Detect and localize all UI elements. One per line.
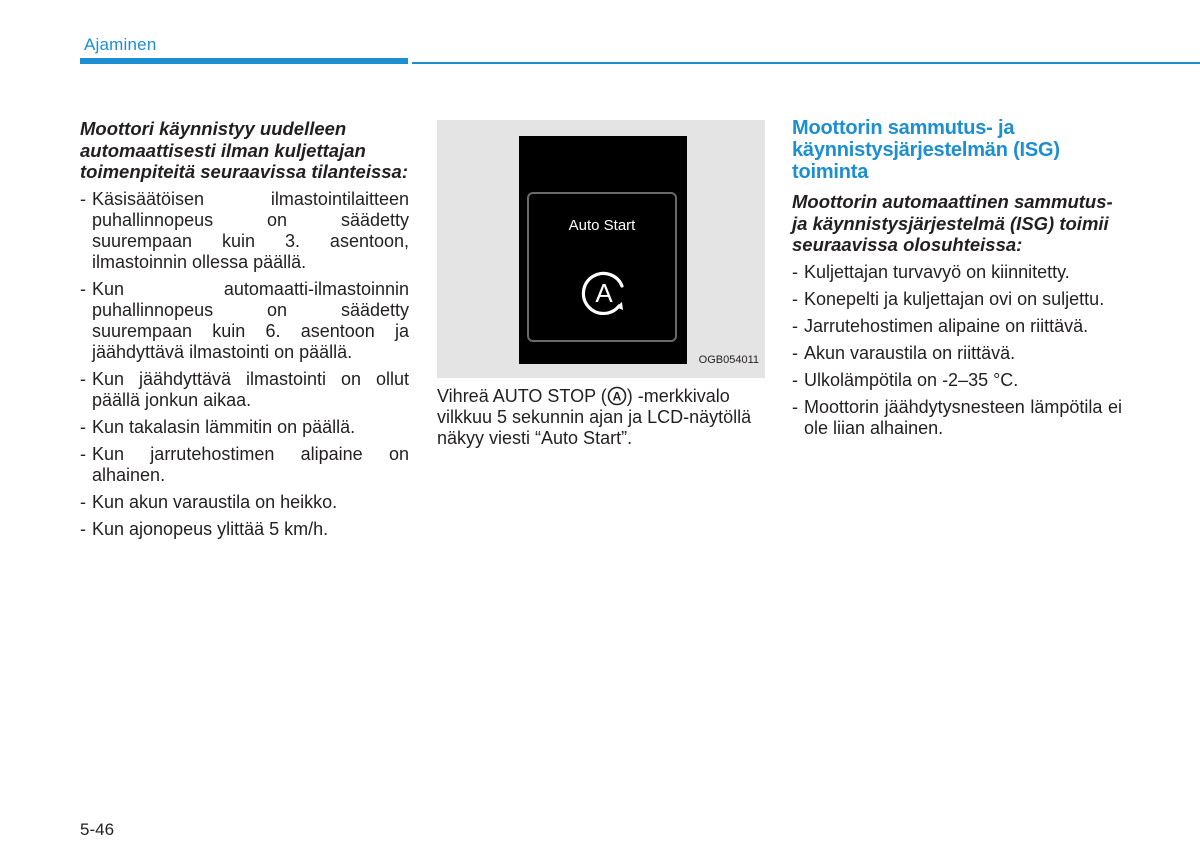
figure-code: OGB054011	[698, 354, 759, 366]
right-lead: Moottorin automaattinen sammutus- ja käynnistysjärjestelmä (ISG) toimii seuraavissa olosuhteissa:	[792, 191, 1113, 255]
page-number: 5-46	[80, 820, 115, 839]
list-item: - Kun ajonopeus ylittää 5 km/h.	[80, 519, 409, 540]
list-item: - Kun takalasin lämmitin on päällä.	[80, 417, 409, 438]
right-column	[792, 117, 1122, 445]
list-item: - Kun jarrutehostimen alipaine on alhainen.	[80, 444, 409, 486]
list-item: - Kun akun varaustila on heikko.	[80, 492, 409, 513]
list-item: - Kuljettajan turvavyö on kiinnitetty.	[792, 262, 1122, 283]
list-item: - Akun varaustila on riittävä.	[792, 343, 1122, 364]
list-item: - Konepelti ja kuljettajan ovi on suljettu.	[792, 289, 1122, 310]
right-list	[792, 262, 1122, 439]
left-column	[80, 118, 409, 546]
list-item: - Käsisäätöisen ilmastointilaitteen puhallinnopeus on säädetty suurempaan kuin 3. asentoon, ilmastoinnin ollessa päällä.	[80, 189, 409, 273]
header-rule-thick	[80, 58, 408, 64]
lcd-panel	[527, 192, 677, 342]
middle-column	[437, 120, 765, 449]
svg-text:A: A	[612, 389, 622, 404]
caption-text-end: ) -merkkivalo vilkkuu 5 sekunnin ajan ja LCD-näytöllä näkyy viesti “Auto Start”.	[437, 386, 752, 448]
caption-text-start: Vihreä AUTO STOP (	[437, 386, 607, 406]
cluster-figure	[437, 120, 765, 378]
list-item: - Kun automaatti-ilmastoinnin puhallinnopeus on säädetty suurempaan kuin 6. asentoon ja jäähdyttävä ilmastointi on päällä.	[80, 279, 409, 363]
list-item: - Moottorin jäähdytysnesteen lämpötila ei ole liian alhainen.	[792, 397, 1122, 439]
auto-stop-inline-icon	[607, 386, 627, 406]
section-label: Ajaminen	[84, 35, 157, 54]
left-list	[80, 189, 409, 540]
lcd-message: Auto Start	[568, 217, 636, 234]
list-item: - Jarrutehostimen alipaine on riittävä.	[792, 316, 1122, 337]
list-item: - Ulkolämpötila on -2–35 °C.	[792, 370, 1122, 391]
left-lead: Moottori käynnistyy uudelleen automaattisesti ilman kuljettajan toimenpiteitä seuraavissa tilanteissa:	[80, 118, 408, 182]
auto-stop-a-icon	[577, 266, 631, 320]
list-item: - Kun jäähdyttävä ilmastointi on ollut päällä jonkun aikaa.	[80, 369, 409, 411]
figure-caption	[437, 386, 765, 449]
section-heading: Moottorin sammutus- ja käynnistysjärjestelmän (ISG) toiminta	[792, 117, 1060, 183]
svg-text:A: A	[595, 278, 613, 308]
header-rule-thin	[412, 62, 1200, 64]
cluster-screen	[519, 136, 687, 364]
